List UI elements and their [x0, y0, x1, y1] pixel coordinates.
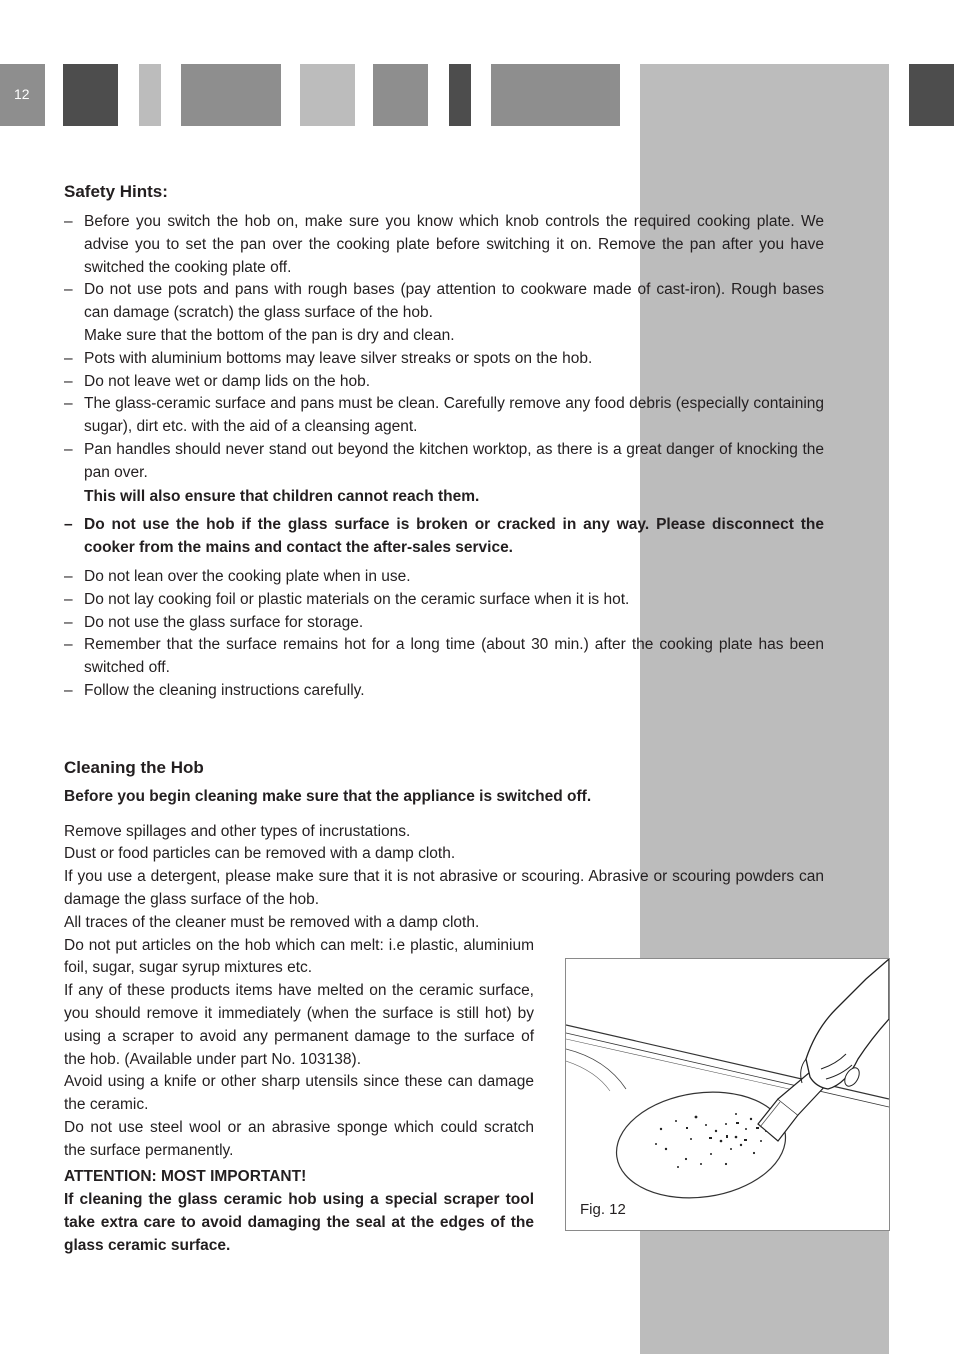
header-block-2	[139, 64, 161, 126]
list-item: – Do not use pots and pans with rough bases (pay attention to cookware made of cast-iron). Rough bases can damage (scratch) the glass surface of the hob. Make sure that the bottom of the pan is dry and clean.	[64, 281, 824, 344]
list-item: – Pan handles should never stand out beyond the kitchen worktop, as there is a great danger of knocking the pan over. This will also ensure that children cannot reach them.	[64, 439, 824, 508]
cleaning-heading: Cleaning the Hob	[64, 757, 204, 777]
safety-hints-list	[64, 211, 824, 703]
narrow-column	[64, 935, 534, 1258]
list-item: – Remember that the surface remains hot for a long time (about 30 min.) after the cooking plate has been switched off.	[64, 636, 824, 677]
header-block-8	[909, 64, 954, 126]
header-block-1	[63, 64, 118, 126]
paragraph: If you use a detergent, please make sure that it is not abrasive or scouring. Abrasive or scouring powders can damage the glass surface of the hob.	[64, 868, 824, 908]
list-item: – Do not leave wet or damp lids on the hob.	[64, 372, 371, 390]
paragraph: Do not use steel wool or an abrasive sponge which could scratch the surface permanently.	[64, 1118, 534, 1159]
header-block-6	[449, 64, 471, 126]
header-block-3	[181, 64, 281, 126]
list-item: – Follow the cleaning instructions carefully.	[64, 681, 365, 699]
scraper-illustration	[566, 959, 889, 1230]
attention-title: ATTENTION: MOST IMPORTANT!	[64, 1168, 307, 1186]
paragraph: All traces of the cleaner must be removed with a damp cloth.	[64, 913, 480, 931]
paragraph: Do not put articles on the hob which can melt: i.e plastic, aluminium foil, sugar, sugar syrup mixtures etc.	[64, 936, 534, 977]
figure-caption: Fig. 12	[580, 1201, 626, 1218]
list-item: – Before you switch the hob on, make sure you know which knob controls the required cooking plate. We advise you to set the pan over the cooking plate before switching it on. Remove the pan after you have switched the cooking plate off.	[64, 213, 824, 276]
figure-12	[565, 958, 890, 1231]
header-block-7	[491, 64, 620, 126]
header-block-5	[373, 64, 428, 126]
list-item: – The glass-ceramic surface and pans must be clean. Carefully remove any food debris (especially containing sugar), dirt etc. with the aid of a cleansing agent.	[64, 395, 824, 436]
safety-hints-heading: Safety Hints:	[64, 182, 168, 201]
children-note: This will also ensure that children cannot reach them.	[84, 487, 480, 505]
cleaning-warning: Before you begin cleaning make sure that the appliance is switched off.	[64, 787, 592, 805]
list-item: – Pots with aluminium bottoms may leave silver streaks or spots on the hob.	[64, 349, 593, 367]
list-item: – Do not lean over the cooking plate when in use.	[64, 567, 411, 585]
header-block-4	[300, 64, 355, 126]
list-item: – Do not lay cooking foil or plastic materials on the ceramic surface when it is hot.	[64, 590, 630, 608]
paragraph: Remove spillages and other types of incrustations.	[64, 822, 411, 840]
list-item: – Do not use the glass surface for storage.	[64, 613, 364, 631]
page-number: 12	[14, 86, 30, 102]
attention-text: If cleaning the glass ceramic hob using a special scraper tool take extra care to avoid damaging the seal at the edges of the glass ceramic surface.	[64, 1191, 534, 1254]
paragraph: Avoid using a knife or other sharp utensils since these can damage the ceramic.	[64, 1073, 534, 1114]
paragraph: If any of these products items have melted on the ceramic surface, you should remove it immediately (when the surface is still hot) by using a scraper to avoid any permanent damage to the surface of the hob. (Available under part No. 103138).	[64, 982, 534, 1068]
paragraph: Dust or food particles can be removed with a damp cloth.	[64, 845, 456, 863]
list-item: – Do not use the hob if the glass surface is broken or cracked in any way. Please disconnect the cooker from the mains and contact the after-sales service.	[64, 516, 824, 557]
